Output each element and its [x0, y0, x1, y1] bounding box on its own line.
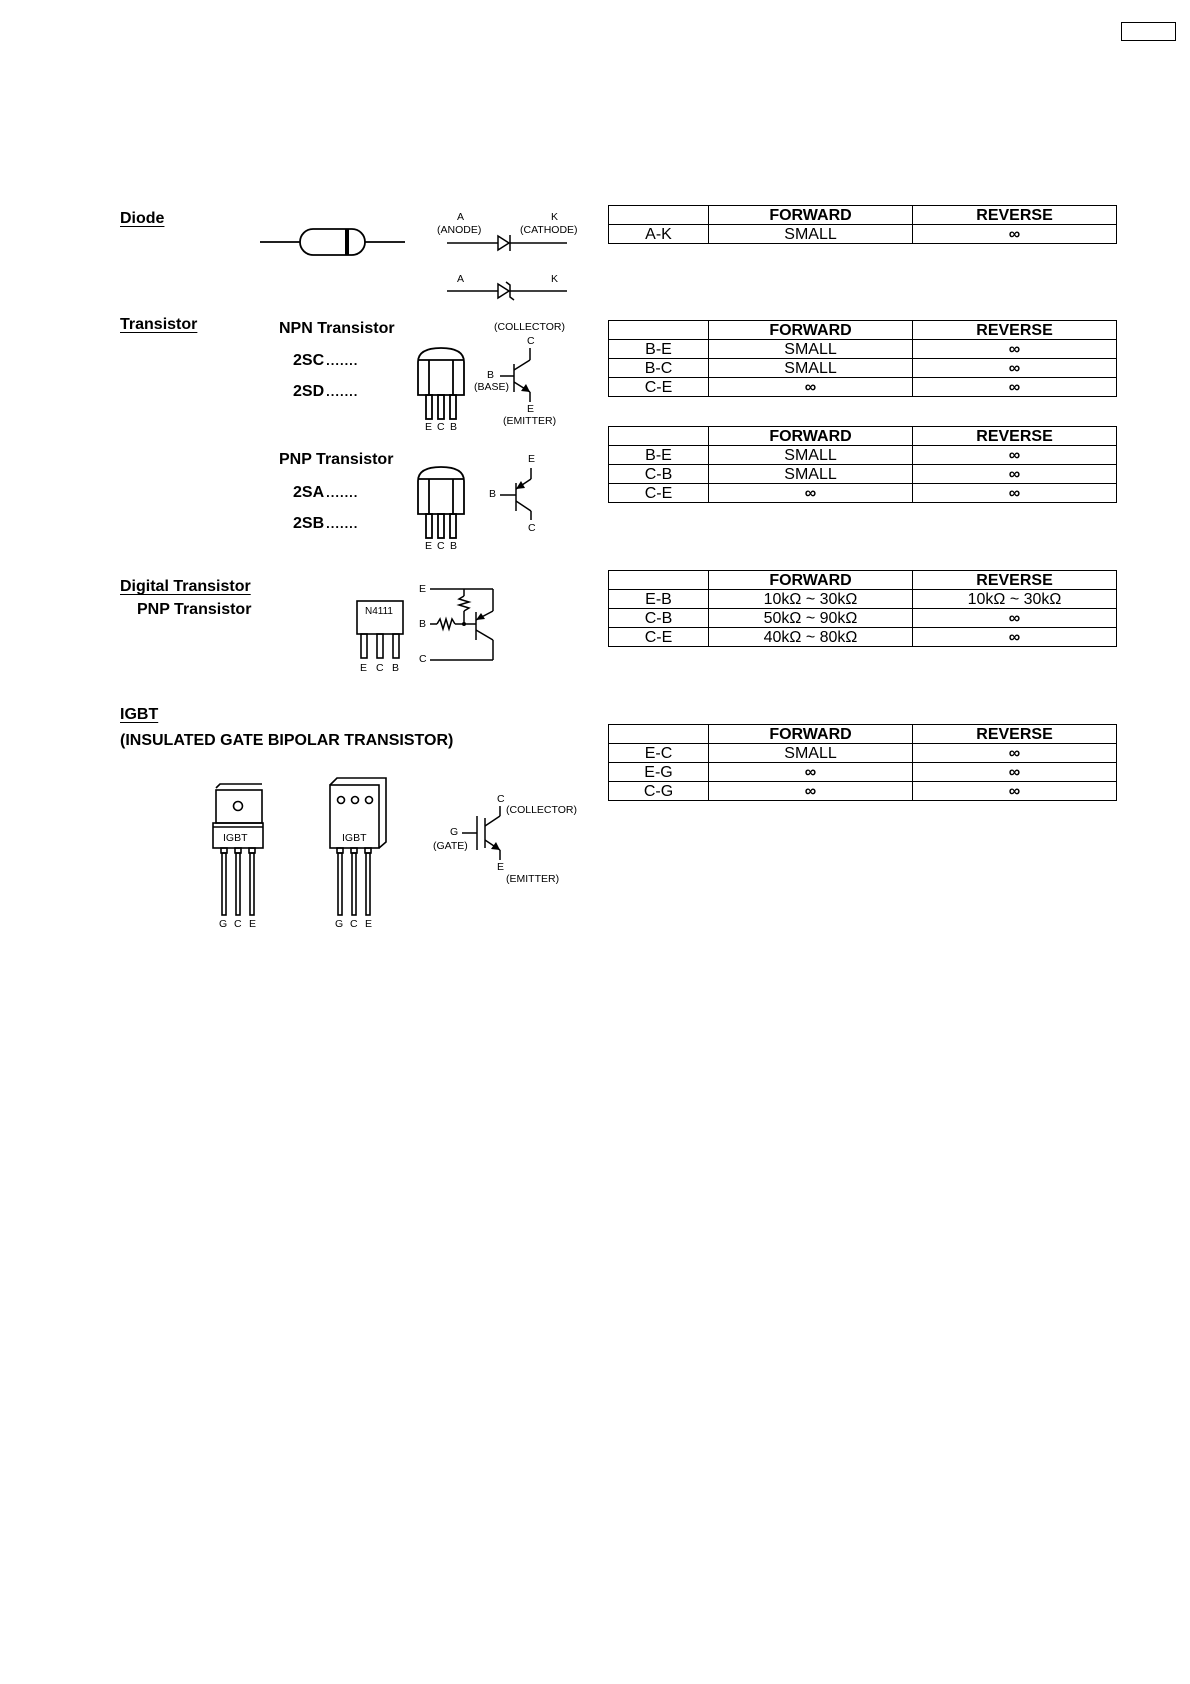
table-header-row [609, 206, 1117, 225]
igbt1-pin-g-label: G [219, 918, 228, 930]
igbt2-pin-e-label: E [365, 918, 373, 930]
npn-e-pin-label: E [527, 403, 535, 415]
igbt-g-pin-label: G [450, 826, 459, 838]
igbt-table [608, 724, 1117, 801]
pnp-table [608, 426, 1117, 503]
table-cell-reverse: 10kΩ ~ 30kΩ [913, 590, 1117, 609]
diode-anode-label: (ANODE) [437, 224, 482, 236]
npn-pin-e-label: E [425, 421, 433, 433]
table-header-empty [609, 571, 709, 590]
pnp-transistor-label: PNP Transistor [279, 451, 394, 468]
table-header-reverse: REVERSE [913, 427, 1117, 446]
table-cell-forward: SMALL [709, 446, 913, 465]
table-cell-forward: ∞ [709, 378, 913, 397]
table-cell-pins: C-E [609, 484, 709, 503]
digital-b-pin-label: B [419, 618, 427, 630]
table-cell-reverse: ∞ [913, 378, 1117, 397]
table-cell-pins: B-E [609, 446, 709, 465]
table-row [609, 484, 1117, 503]
table-cell-forward: SMALL [709, 340, 913, 359]
pnp-e-pin-label: E [528, 453, 536, 465]
table-cell-forward: ∞ [709, 484, 913, 503]
table-cell-pins: E-B [609, 590, 709, 609]
diode-cathode-pin-label: K [551, 211, 559, 223]
digital-pnp-transistor-label: PNP Transistor [137, 601, 252, 618]
pnp-pin-c-label: C [437, 540, 445, 552]
table-cell-forward: 50kΩ ~ 90kΩ [709, 609, 913, 628]
pnp-part-2sa [293, 484, 358, 502]
igbt-gate-label: (GATE) [433, 840, 468, 852]
table-cell-reverse: ∞ [913, 744, 1117, 763]
table-cell-reverse: ∞ [913, 628, 1117, 647]
npn-table [608, 320, 1117, 397]
part-dots: ....... [326, 353, 359, 368]
table-header-forward: FORWARD [709, 571, 913, 590]
table-cell-pins: C-B [609, 465, 709, 484]
digital-transistor-table [608, 570, 1117, 647]
zener-cathode-label: K [551, 273, 559, 285]
table-cell-forward: SMALL [709, 225, 913, 244]
igbt-chip-label-2: IGBT [342, 832, 367, 844]
table-cell-forward: SMALL [709, 465, 913, 484]
table-cell-pins: C-E [609, 628, 709, 647]
part-dots: ....... [326, 516, 359, 531]
diode-cathode-label: (CATHODE) [520, 224, 578, 236]
igbt-symbol [0, 0, 1, 1]
table-row [609, 628, 1117, 647]
digital-transistor-section-title: Digital Transistor [120, 578, 251, 595]
table-cell-pins: C-G [609, 782, 709, 801]
table-cell-pins: B-C [609, 359, 709, 378]
table-header-forward: FORWARD [709, 321, 913, 340]
table-cell-pins: C-B [609, 609, 709, 628]
npn-transistor-label: NPN Transistor [279, 320, 395, 337]
igbt-emitter-label: (EMITTER) [506, 873, 560, 885]
table-cell-reverse: ∞ [913, 340, 1117, 359]
table-row [609, 590, 1117, 609]
table-cell-forward: SMALL [709, 359, 913, 378]
igbt-section-title: IGBT [120, 706, 159, 723]
table-header-row [609, 725, 1117, 744]
table-cell-pins: B-E [609, 340, 709, 359]
npn-c-pin-label: C [527, 335, 535, 347]
igbt-c-pin-label: C [497, 793, 505, 805]
table-cell-forward: ∞ [709, 782, 913, 801]
table-header-empty [609, 206, 709, 225]
igbt2-pin-c-label: C [350, 918, 358, 930]
table-cell-pins: C-E [609, 378, 709, 397]
table-row [609, 763, 1117, 782]
igbt-e-pin-label: E [497, 861, 505, 873]
igbt-collector-label: (COLLECTOR) [506, 804, 577, 816]
table-cell-reverse: ∞ [913, 609, 1117, 628]
table-header-reverse: REVERSE [913, 206, 1117, 225]
table-header-reverse: REVERSE [913, 321, 1117, 340]
part-prefix: 2SC [293, 352, 325, 369]
table-row [609, 782, 1117, 801]
table-cell-forward: 40kΩ ~ 80kΩ [709, 628, 913, 647]
table-header-empty [609, 725, 709, 744]
npn-b-pin-label: B [487, 369, 495, 381]
table-header-forward: FORWARD [709, 725, 913, 744]
table-header-row [609, 571, 1117, 590]
table-cell-forward: ∞ [709, 763, 913, 782]
npn-collector-label: (COLLECTOR) [494, 321, 565, 333]
table-row [609, 465, 1117, 484]
igbt-chip-label-1: IGBT [223, 832, 248, 844]
table-cell-pins: E-C [609, 744, 709, 763]
table-cell-reverse: ∞ [913, 782, 1117, 801]
table-cell-forward: SMALL [709, 744, 913, 763]
table-cell-reverse: ∞ [913, 446, 1117, 465]
digital-pin-b-label: B [392, 662, 400, 674]
table-row [609, 446, 1117, 465]
igbt-subtitle: (INSULATED GATE BIPOLAR TRANSISTOR) [120, 732, 454, 749]
table-cell-reverse: ∞ [913, 359, 1117, 378]
table-cell-pins: E-G [609, 763, 709, 782]
diode-section-title: Diode [120, 210, 165, 227]
pnp-c-pin-label: C [528, 522, 536, 534]
table-cell-reverse: ∞ [913, 763, 1117, 782]
zener-anode-label: A [457, 273, 465, 285]
pnp-part-2sb [293, 515, 358, 533]
table-header-forward: FORWARD [709, 427, 913, 446]
transistor-section-title: Transistor [120, 316, 198, 333]
table-cell-reverse: ∞ [913, 484, 1117, 503]
part-prefix: 2SA [293, 484, 325, 501]
table-row [609, 340, 1117, 359]
npn-pin-b-label: B [450, 421, 458, 433]
diode-table [608, 205, 1117, 244]
table-header-reverse: REVERSE [913, 725, 1117, 744]
pnp-pin-e-label: E [425, 540, 433, 552]
table-header-forward: FORWARD [709, 206, 913, 225]
igbt1-pin-c-label: C [234, 918, 242, 930]
npn-part-2sd [293, 383, 358, 401]
table-row [609, 609, 1117, 628]
table-header-reverse: REVERSE [913, 571, 1117, 590]
pnp-b-pin-label: B [489, 488, 497, 500]
table-header-empty [609, 427, 709, 446]
table-row [609, 225, 1117, 244]
table-cell-pins: A-K [609, 225, 709, 244]
igbt2-pin-g-label: G [335, 918, 344, 930]
igbt1-pin-e-label: E [249, 918, 257, 930]
digital-c-pin-label: C [419, 653, 427, 665]
npn-emitter-label: (EMITTER) [503, 415, 557, 427]
pnp-pin-b-label: B [450, 540, 458, 552]
part-dots: ....... [326, 485, 359, 500]
npn-base-label: (BASE) [474, 381, 510, 393]
npn-part-2sc [293, 352, 358, 370]
table-row [609, 378, 1117, 397]
diode-anode-pin-label: A [457, 211, 465, 223]
npn-pin-c-label: C [437, 421, 445, 433]
part-prefix: 2SB [293, 515, 325, 532]
table-header-row [609, 427, 1117, 446]
part-prefix: 2SD [293, 383, 325, 400]
table-row [609, 744, 1117, 763]
page-number-box [1121, 22, 1176, 41]
table-row [609, 359, 1117, 378]
digital-chip-label: N4111 [365, 606, 393, 617]
table-cell-forward: 10kΩ ~ 30kΩ [709, 590, 913, 609]
table-cell-reverse: ∞ [913, 225, 1117, 244]
table-header-row [609, 321, 1117, 340]
table-cell-reverse: ∞ [913, 465, 1117, 484]
digital-pin-c-label: C [376, 662, 384, 674]
digital-pin-e-label: E [360, 662, 368, 674]
part-dots: ....... [326, 384, 359, 399]
table-header-empty [609, 321, 709, 340]
digital-e-pin-label: E [419, 583, 427, 595]
